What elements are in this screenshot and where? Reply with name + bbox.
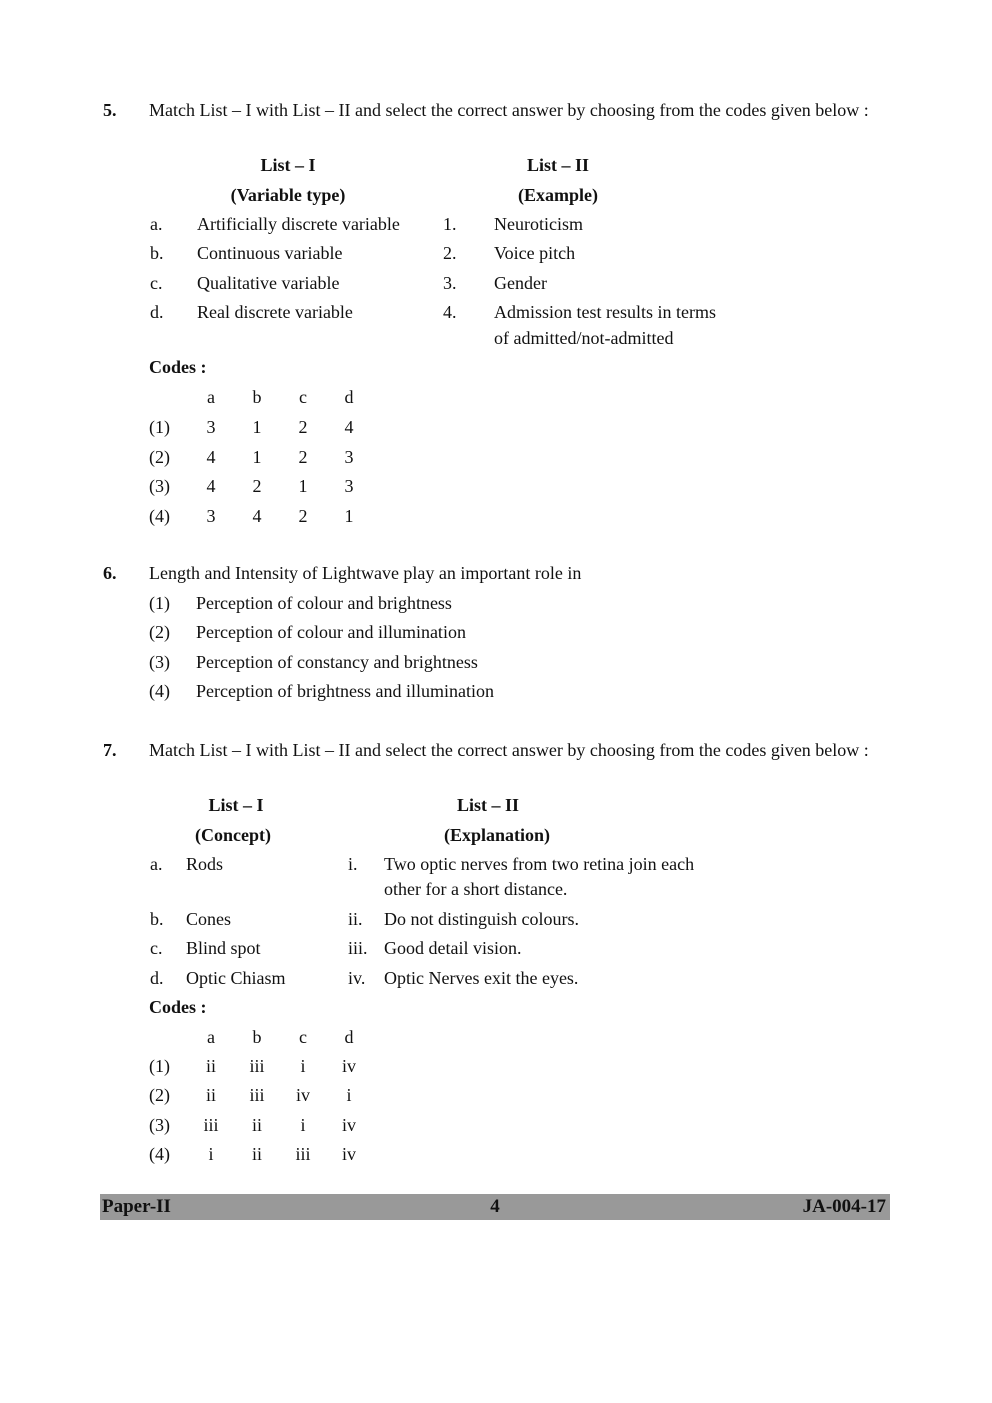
- list2-subtitle: (Explanation): [443, 825, 551, 845]
- code-value: 4: [344, 417, 354, 437]
- option-number: (4): [149, 681, 170, 701]
- option-number: (1): [149, 593, 170, 613]
- code-value: iii: [249, 1085, 265, 1105]
- row-numeral: iii.: [348, 938, 368, 958]
- list1-item: Continuous variable: [197, 243, 343, 263]
- code-value: 3: [344, 476, 354, 496]
- code-value: 2: [298, 417, 308, 437]
- code-value: iii: [295, 1144, 311, 1164]
- list1-subtitle: (Variable type): [230, 185, 346, 205]
- list1-item: Rods: [186, 854, 224, 874]
- code-option: (2): [149, 1085, 170, 1105]
- code-value: 4: [252, 506, 262, 526]
- code-header: d: [344, 1027, 354, 1047]
- row-numeral: ii.: [348, 909, 363, 929]
- question-text: Match List – I with List – II and select the correct answer by choosing from the codes given below :: [149, 740, 869, 760]
- code-header: d: [344, 387, 354, 407]
- row-letter: d.: [150, 302, 164, 322]
- list2-subtitle: (Example): [518, 185, 598, 205]
- code-value: iv: [295, 1085, 311, 1105]
- code-option: (3): [149, 1115, 170, 1135]
- code-value: ii: [205, 1056, 217, 1076]
- paper-label: Paper-II: [102, 1196, 171, 1217]
- list1-item: Optic Chiasm: [186, 968, 286, 988]
- question-number: 6.: [103, 563, 117, 583]
- code-value: 1: [252, 417, 262, 437]
- list2-item-cont: of admitted/not-admitted: [494, 328, 674, 348]
- code-header: c: [299, 1027, 307, 1047]
- code-value: 4: [206, 476, 216, 496]
- code-option: (4): [149, 506, 170, 526]
- list1-subtitle: (Concept): [195, 825, 271, 845]
- option-text: Perception of brightness and illumination: [196, 681, 494, 701]
- option-text: Perception of colour and brightness: [196, 593, 452, 613]
- row-letter: b.: [150, 909, 164, 929]
- code-value: iv: [341, 1115, 357, 1135]
- option-text: Perception of constancy and brightness: [196, 652, 478, 672]
- code-value: i: [300, 1115, 306, 1135]
- code-value: 2: [252, 476, 262, 496]
- code-value: 1: [344, 506, 354, 526]
- code-value: 2: [298, 447, 308, 467]
- code-option: (3): [149, 476, 170, 496]
- list1-title: List – I: [260, 155, 316, 175]
- list2-item: Good detail vision.: [384, 938, 522, 958]
- row-letter: d.: [150, 968, 164, 988]
- code-value: 1: [252, 447, 262, 467]
- code-value: ii: [251, 1144, 263, 1164]
- code-value: 4: [206, 447, 216, 467]
- codes-label: Codes :: [149, 357, 207, 377]
- row-letter: a.: [150, 854, 163, 874]
- code-value: i: [300, 1056, 306, 1076]
- code-value: ii: [205, 1085, 217, 1105]
- code-option: (2): [149, 447, 170, 467]
- row-number: 3.: [443, 273, 457, 293]
- option-number: (2): [149, 622, 170, 642]
- code-value: 3: [206, 506, 216, 526]
- code-header: b: [252, 1027, 262, 1047]
- list2-item: Neuroticism: [494, 214, 583, 234]
- list1-item: Blind spot: [186, 938, 261, 958]
- codes-label: Codes :: [149, 997, 207, 1017]
- code-value: iv: [341, 1144, 357, 1164]
- list2-item: Admission test results in terms: [494, 302, 716, 322]
- code-value: 3: [344, 447, 354, 467]
- code-value: i: [346, 1085, 352, 1105]
- row-numeral: i.: [348, 854, 358, 874]
- code-option: (4): [149, 1144, 170, 1164]
- code-value: iv: [341, 1056, 357, 1076]
- code-value: ii: [251, 1115, 263, 1135]
- code-header: b: [252, 387, 262, 407]
- list2-item: Do not distinguish colours.: [384, 909, 580, 929]
- list1-item: Qualitative variable: [197, 273, 340, 293]
- list2-item-cont: other for a short distance.: [384, 879, 568, 899]
- row-number: 4.: [443, 302, 457, 322]
- code-option: (1): [149, 417, 170, 437]
- list1-item: Real discrete variable: [197, 302, 353, 322]
- row-letter: c.: [150, 938, 163, 958]
- page-footer: [100, 1194, 890, 1220]
- row-number: 2.: [443, 243, 457, 263]
- code-value: i: [208, 1144, 214, 1164]
- question-number: 5.: [103, 100, 117, 120]
- code-value: iii: [249, 1056, 265, 1076]
- row-numeral: iv.: [348, 968, 366, 988]
- paper-code: JA-004-17: [802, 1196, 886, 1217]
- list2-item: Two optic nerves from two retina join each: [384, 854, 695, 874]
- row-number: 1.: [443, 214, 457, 234]
- question-text: Match List – I with List – II and select the correct answer by choosing from the codes given below :: [149, 100, 869, 120]
- code-header: a: [207, 387, 215, 407]
- list2-title: List – II: [526, 155, 590, 175]
- code-header: c: [299, 387, 307, 407]
- code-value: iii: [203, 1115, 219, 1135]
- code-value: 1: [298, 476, 308, 496]
- list1-title: List – I: [208, 795, 264, 815]
- code-value: 2: [298, 506, 308, 526]
- option-number: (3): [149, 652, 170, 672]
- list1-item: Artificially discrete variable: [197, 214, 400, 234]
- question-text: Length and Intensity of Lightwave play an important role in: [149, 563, 582, 583]
- list2-item: Gender: [494, 273, 547, 293]
- list2-item: Voice pitch: [494, 243, 576, 263]
- list1-item: Cones: [186, 909, 231, 929]
- row-letter: b.: [150, 243, 164, 263]
- row-letter: c.: [150, 273, 163, 293]
- list2-item: Optic Nerves exit the eyes.: [384, 968, 579, 988]
- code-value: 3: [206, 417, 216, 437]
- question-number: 7.: [103, 740, 117, 760]
- code-header: a: [207, 1027, 215, 1047]
- row-letter: a.: [150, 214, 163, 234]
- page-number: 4: [490, 1196, 500, 1217]
- option-text: Perception of colour and illumination: [196, 622, 466, 642]
- list2-title: List – II: [456, 795, 520, 815]
- code-option: (1): [149, 1056, 170, 1076]
